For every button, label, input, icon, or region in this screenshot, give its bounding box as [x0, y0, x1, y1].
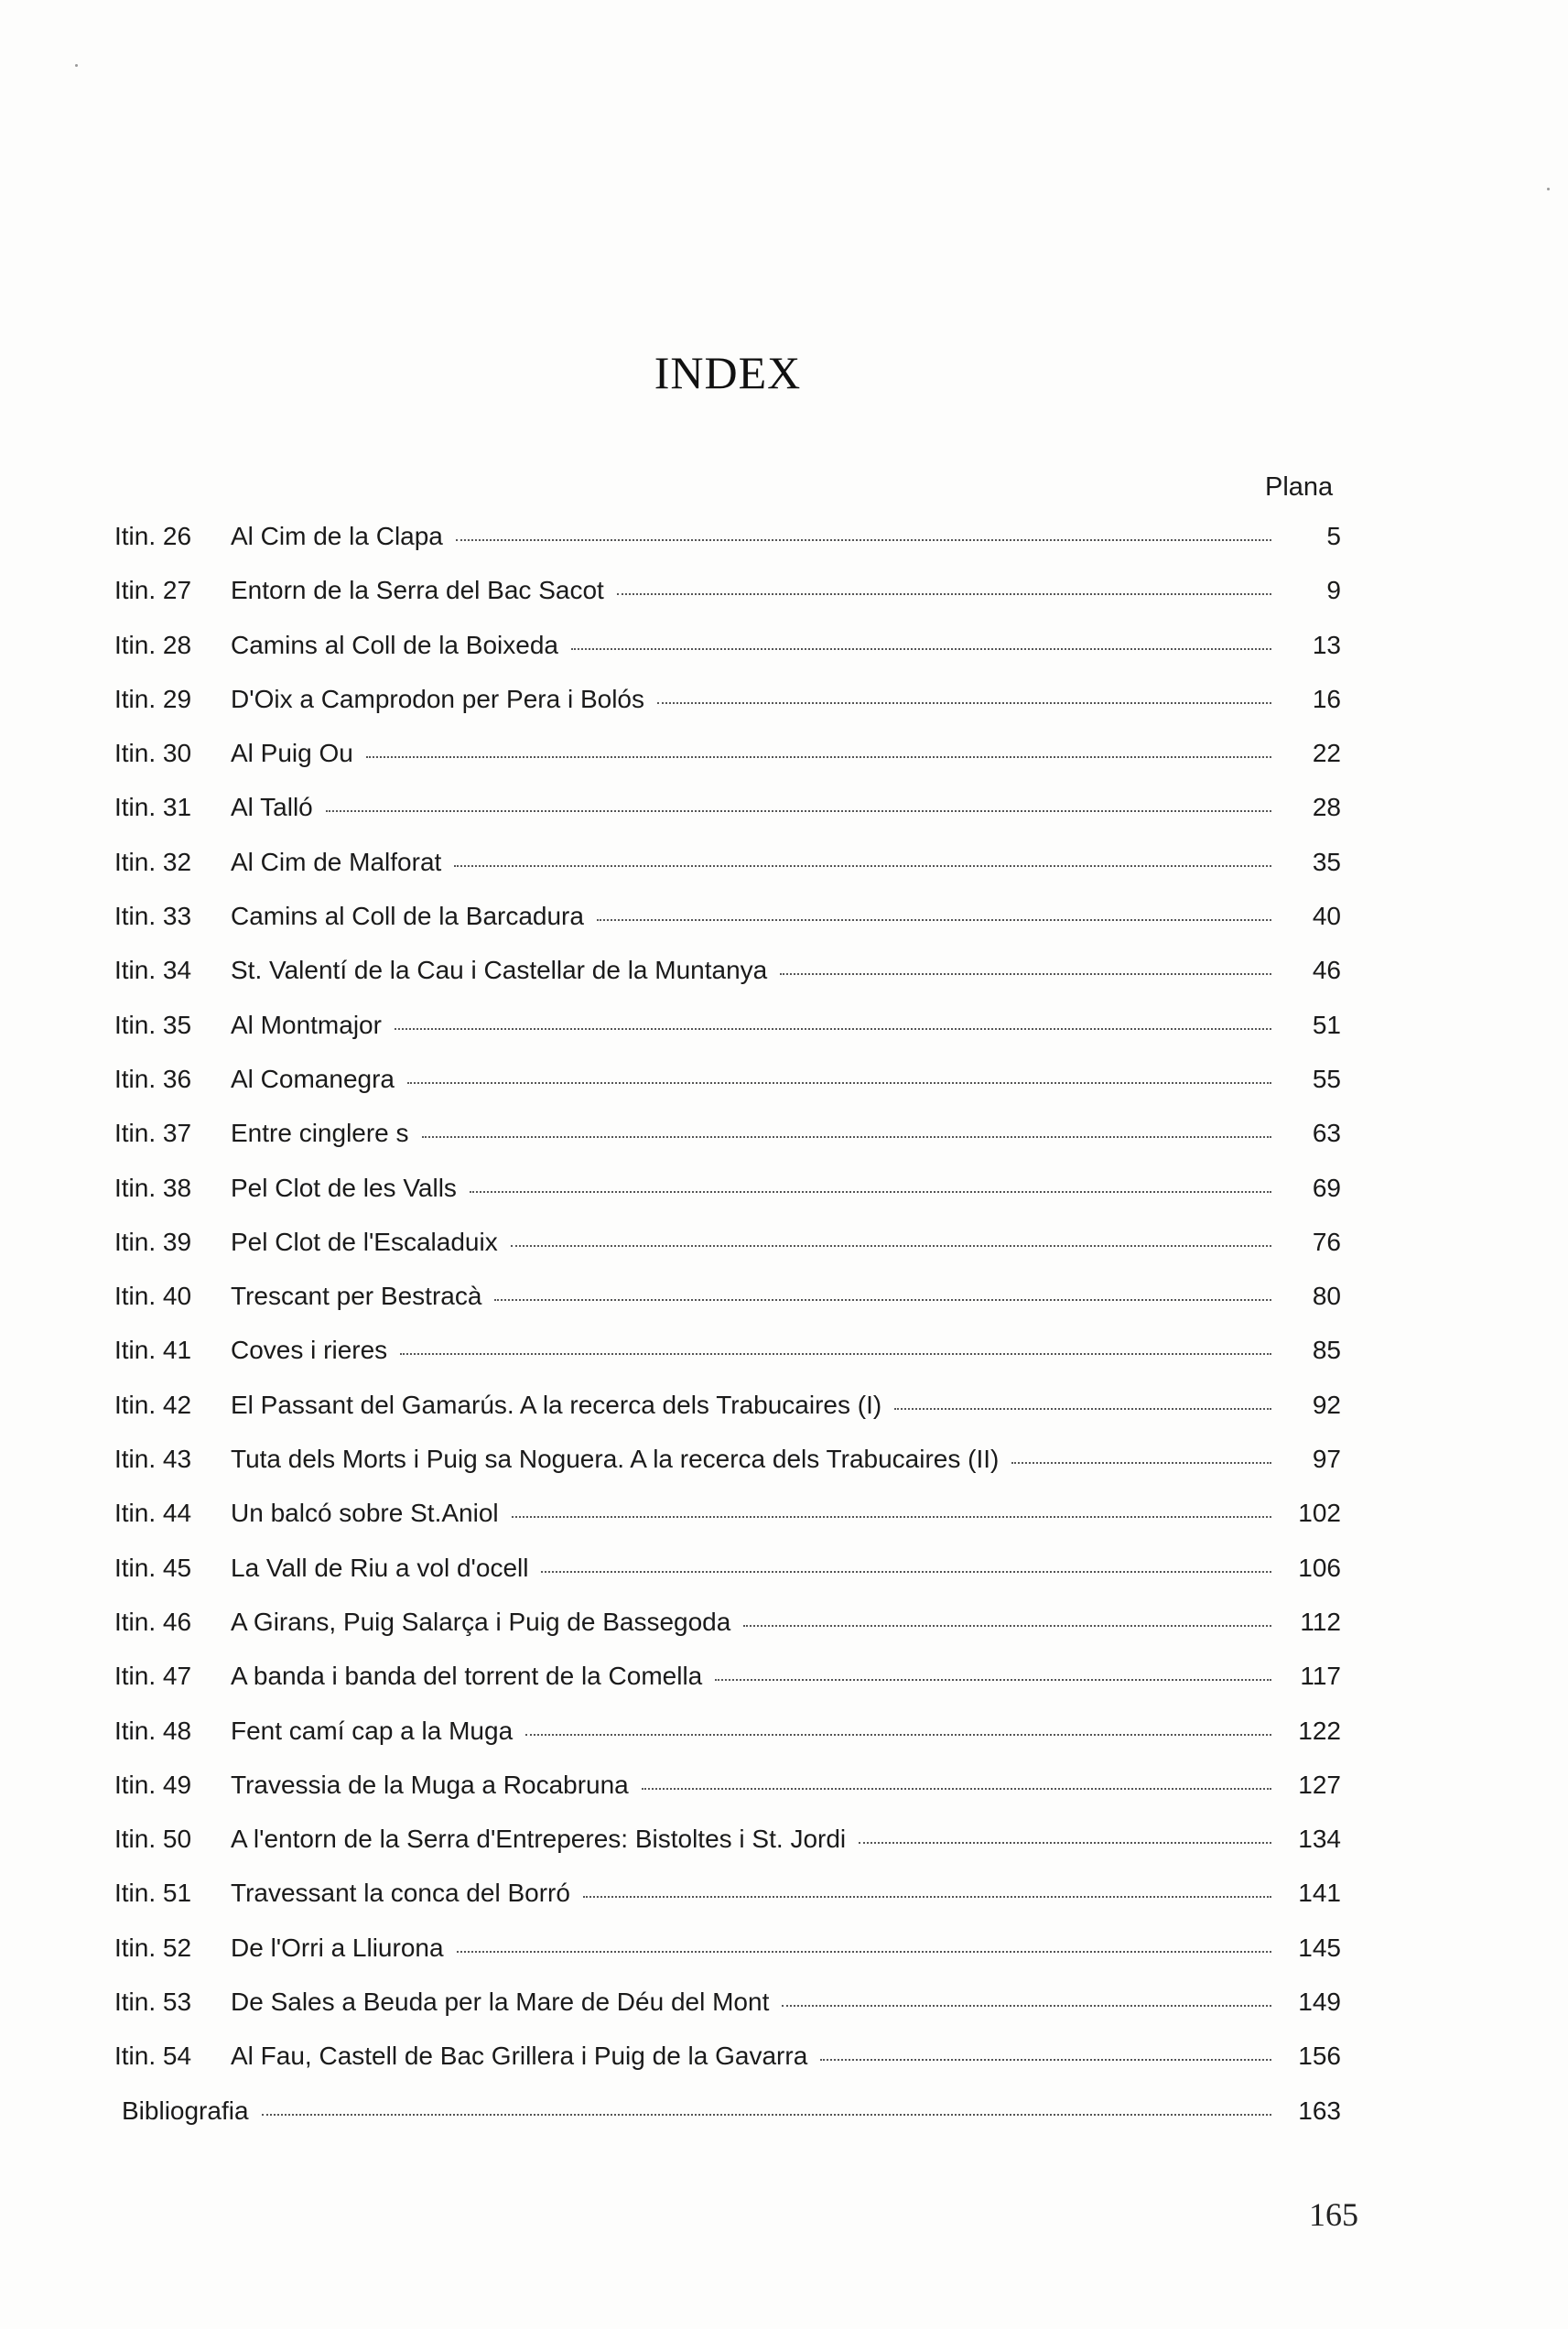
dot-leader: [571, 648, 1271, 650]
itinerary-number: Itin. 27: [114, 576, 192, 605]
page-ref: 134: [1298, 1825, 1341, 1854]
itinerary-number: Itin. 35: [114, 1010, 192, 1039]
toc-row: [114, 1771, 1341, 1825]
dot-leader: [366, 756, 1271, 758]
itinerary-number: Itin. 45: [114, 1553, 192, 1582]
entry-title: Al Talló: [231, 793, 313, 822]
itinerary-number: Itin. 38: [114, 1173, 192, 1202]
entry-title: D'Oix a Camprodon per Pera i Bolós: [231, 684, 644, 713]
entry-title: Fent camí cap a la Muga: [231, 1716, 514, 1745]
page-ref: 117: [1300, 1662, 1341, 1691]
dot-leader: [657, 702, 1271, 704]
dot-leader: [262, 2114, 1271, 2116]
itinerary-number: Itin. 36: [114, 1064, 192, 1093]
itinerary-number: Itin. 28: [114, 630, 192, 659]
toc-row: [114, 1174, 1341, 1228]
dot-leader: [494, 1299, 1271, 1301]
entry-title: De l'Orri a Lliurona: [231, 1933, 444, 1962]
page-ref: 63: [1312, 1119, 1341, 1148]
page-ref: 102: [1298, 1499, 1341, 1528]
page-ref: 13: [1312, 630, 1341, 659]
entry-title: Al Cim de la Clapa: [231, 522, 443, 550]
dot-leader: [642, 1788, 1271, 1790]
page-ref: 97: [1312, 1445, 1341, 1474]
page-ref: 22: [1312, 739, 1341, 768]
entry-title: Pel Clot de l'Escaladuix: [231, 1227, 498, 1256]
entry-title: Al Puig Ou: [231, 739, 353, 768]
entry-title: Camins al Coll de la Barcadura: [231, 902, 584, 931]
dot-leader: [395, 1028, 1271, 1030]
dot-leader: [541, 1571, 1271, 1573]
page-title: INDEX: [654, 347, 802, 398]
toc-row: [114, 739, 1341, 793]
toc-row: [114, 1554, 1341, 1608]
toc-row: [114, 2042, 1341, 2096]
paper-speck: [75, 64, 78, 67]
dot-leader: [820, 2059, 1271, 2061]
entry-title: Un balcó sobre St.Aniol: [231, 1499, 499, 1528]
itinerary-number: Itin. 49: [114, 1770, 192, 1799]
dot-leader: [617, 593, 1271, 595]
dot-leader: [597, 919, 1271, 921]
bibliography-row: [114, 2096, 1341, 2150]
toc-row: [114, 1119, 1341, 1173]
page-ref: 92: [1312, 1390, 1341, 1419]
toc-row: [114, 1608, 1341, 1662]
page-ref: 5: [1326, 522, 1341, 550]
page-ref: 55: [1312, 1064, 1341, 1093]
toc-row: [114, 1662, 1341, 1716]
itinerary-number: Itin. 47: [114, 1662, 192, 1691]
page-ref: 145: [1298, 1933, 1341, 1962]
toc-row: [114, 1011, 1341, 1065]
entry-title: El Passant del Gamarús. A la recerca dels Trabucaires (I): [231, 1390, 882, 1419]
page-ref: 80: [1312, 1282, 1341, 1311]
itinerary-number: Itin. 29: [114, 684, 192, 713]
itinerary-number: Itin. 37: [114, 1119, 192, 1148]
itinerary-number: Itin. 54: [114, 2042, 192, 2071]
toc-row: [114, 848, 1341, 902]
entry-title: Camins al Coll de la Boixeda: [231, 630, 558, 659]
toc-row: [114, 793, 1341, 847]
entry-title: Travessia de la Muga a Rocabruna: [231, 1770, 629, 1799]
entry-title: Trescant per Bestracà: [231, 1282, 482, 1311]
dot-leader: [583, 1896, 1271, 1898]
toc-row: [114, 1499, 1341, 1553]
entry-title: Al Cim de Malforat: [231, 847, 442, 876]
dot-leader: [743, 1625, 1271, 1627]
entry-title: St. Valentí de la Cau i Castellar de la Muntanya: [231, 956, 768, 985]
itinerary-number: Itin. 43: [114, 1445, 192, 1474]
itinerary-number: Itin. 40: [114, 1282, 192, 1311]
itinerary-number: Itin. 26: [114, 522, 192, 550]
page-ref: 141: [1298, 1879, 1341, 1908]
toc-row: [114, 522, 1341, 576]
dot-leader: [859, 1842, 1271, 1844]
itinerary-number: Itin. 32: [114, 847, 192, 876]
itinerary-number: Itin. 53: [114, 1988, 192, 2017]
page-number: 165: [1309, 2196, 1358, 2233]
toc-row: [114, 1282, 1341, 1336]
itinerary-number: Itin. 41: [114, 1336, 192, 1365]
bibliography-title: Bibliografia: [122, 2096, 249, 2125]
itinerary-number: Itin. 31: [114, 793, 192, 822]
itinerary-number: Itin. 52: [114, 1933, 192, 1962]
page-ref: 69: [1312, 1173, 1341, 1202]
entry-title: Coves i rieres: [231, 1336, 388, 1365]
page-ref: 85: [1312, 1336, 1341, 1365]
page-ref: 112: [1300, 1607, 1341, 1636]
toc-row: [114, 1228, 1341, 1282]
toc-row: [114, 1825, 1341, 1879]
toc-row: [114, 1934, 1341, 1988]
entry-title: Al Fau, Castell de Bac Grillera i Puig de la Gavarra: [231, 2042, 808, 2071]
dot-leader: [457, 1951, 1271, 1953]
itinerary-number: Itin. 44: [114, 1499, 192, 1528]
entry-title: Tuta dels Morts i Puig sa Noguera. A la recerca dels Trabucaires (II): [231, 1445, 1000, 1474]
page-ref: 28: [1312, 793, 1341, 822]
dot-leader: [326, 810, 1271, 812]
itinerary-number: Itin. 50: [114, 1825, 192, 1854]
toc-row: [114, 576, 1341, 630]
page-ref: 9: [1326, 576, 1341, 605]
paper-speck: [1547, 188, 1550, 190]
dot-leader: [512, 1516, 1271, 1518]
toc-row: [114, 1065, 1341, 1119]
entry-title: Pel Clot de les Valls: [231, 1173, 457, 1202]
dot-leader: [1011, 1462, 1271, 1464]
dot-leader: [525, 1734, 1271, 1736]
page-ref: 163: [1298, 2096, 1341, 2125]
dot-leader: [454, 865, 1271, 867]
toc-row: [114, 1391, 1341, 1445]
dot-leader: [715, 1679, 1271, 1681]
entry-title: A l'entorn de la Serra d'Entreperes: Bistoltes i St. Jordi: [231, 1825, 847, 1854]
dot-leader: [894, 1408, 1271, 1410]
itinerary-number: Itin. 46: [114, 1607, 192, 1636]
dot-leader: [400, 1353, 1271, 1355]
itinerary-number: Itin. 42: [114, 1390, 192, 1419]
itinerary-number: Itin. 39: [114, 1227, 192, 1256]
page-ref: 35: [1312, 847, 1341, 876]
itinerary-number: Itin. 33: [114, 902, 192, 931]
toc-row: [114, 1988, 1341, 2042]
entry-title: De Sales a Beuda per la Mare de Déu del Mont: [231, 1988, 770, 2017]
page-ref: 122: [1298, 1716, 1341, 1745]
toc-row: [114, 1336, 1341, 1390]
toc-row: [114, 631, 1341, 685]
page-ref: 149: [1298, 1988, 1341, 2017]
dot-leader: [782, 2005, 1271, 2007]
page-ref: 106: [1298, 1553, 1341, 1582]
toc-row: [114, 685, 1341, 739]
page-ref: 127: [1298, 1770, 1341, 1799]
dot-leader: [422, 1136, 1271, 1138]
itinerary-number: Itin. 34: [114, 956, 192, 985]
page-ref: 76: [1312, 1227, 1341, 1256]
page-ref: 156: [1298, 2042, 1341, 2071]
itinerary-number: Itin. 51: [114, 1879, 192, 1908]
itinerary-number: Itin. 30: [114, 739, 192, 768]
dot-leader: [511, 1245, 1271, 1247]
toc-row: [114, 1879, 1341, 1933]
toc-row: [114, 1445, 1341, 1499]
entry-title: Entre cinglere s: [231, 1119, 409, 1148]
entry-title: Travessant la conca del Borró: [231, 1879, 570, 1908]
page-ref: 16: [1312, 684, 1341, 713]
page-ref: 51: [1312, 1010, 1341, 1039]
toc-row: [114, 1717, 1341, 1771]
dot-leader: [780, 973, 1271, 975]
entry-title: Al Comanegra: [231, 1064, 395, 1093]
page-ref: 40: [1312, 902, 1341, 931]
entry-title: Entorn de la Serra del Bac Sacot: [231, 576, 604, 605]
page-column-header: Plana: [1265, 472, 1334, 502]
dot-leader: [456, 539, 1271, 541]
entry-title: A Girans, Puig Salarça i Puig de Bassegoda: [231, 1607, 731, 1636]
itinerary-number: Itin. 48: [114, 1716, 192, 1745]
toc-row: [114, 902, 1341, 956]
dot-leader: [407, 1082, 1271, 1084]
page-ref: 46: [1312, 956, 1341, 985]
entry-title: La Vall de Riu a vol d'ocell: [231, 1553, 529, 1582]
toc-row: [114, 956, 1341, 1010]
table-of-contents: [114, 522, 1341, 2150]
entry-title: A banda i banda del torrent de la Comella: [231, 1662, 703, 1691]
dot-leader: [470, 1191, 1271, 1193]
entry-title: Al Montmajor: [231, 1010, 382, 1039]
